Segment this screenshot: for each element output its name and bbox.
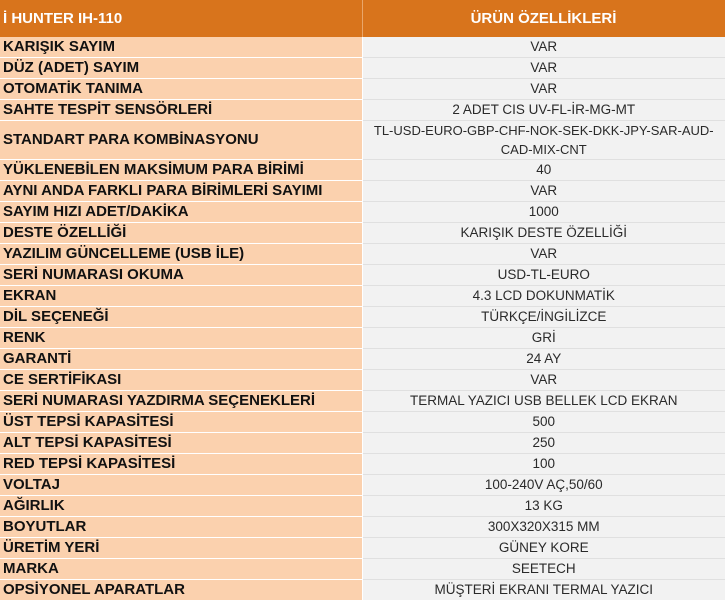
spec-label: ÜST TEPSİ KAPASİTESİ bbox=[0, 412, 362, 433]
spec-value: VAR bbox=[362, 79, 725, 100]
table-row bbox=[0, 475, 725, 496]
table-row bbox=[0, 100, 725, 121]
spec-label: MARKA bbox=[0, 559, 362, 580]
table-row bbox=[0, 286, 725, 307]
spec-value: SEETECH bbox=[362, 559, 725, 580]
spec-label: YAZILIM GÜNCELLEME (USB İLE) bbox=[0, 244, 362, 265]
table-row bbox=[0, 244, 725, 265]
table-row bbox=[0, 202, 725, 223]
spec-value: 1000 bbox=[362, 202, 725, 223]
spec-label: OTOMATİK TANIMA bbox=[0, 79, 362, 100]
spec-label: CE SERTİFİKASI bbox=[0, 370, 362, 391]
table-row bbox=[0, 496, 725, 517]
spec-label: SERİ NUMARASI OKUMA bbox=[0, 265, 362, 286]
spec-value: USD-TL-EURO bbox=[362, 265, 725, 286]
spec-value-line-1: TL-USD-EURO-GBP-CHF-NOK-SEK-DKK-JPY-SAR-AUD- bbox=[373, 123, 714, 138]
table-row bbox=[0, 454, 725, 475]
spec-label: OPSİYONEL APARATLAR bbox=[0, 580, 362, 601]
spec-label: RENK bbox=[0, 328, 362, 349]
spec-value: VAR bbox=[362, 181, 725, 202]
table-row bbox=[0, 328, 725, 349]
spec-value: 2 ADET CIS UV-FL-İR-MG-MT bbox=[362, 100, 725, 121]
spec-value: GÜNEY KORE bbox=[362, 538, 725, 559]
header-row bbox=[0, 0, 725, 37]
spec-label: ÜRETİM YERİ bbox=[0, 538, 362, 559]
spec-label: AĞIRLIK bbox=[0, 496, 362, 517]
table-row bbox=[0, 370, 725, 391]
spec-label: SERİ NUMARASI YAZDIRMA SEÇENEKLERİ bbox=[0, 391, 362, 412]
spec-label: DESTE ÖZELLİĞİ bbox=[0, 223, 362, 244]
spec-label: KARIŞIK SAYIM bbox=[0, 37, 362, 58]
spec-value: 100-240V AÇ,50/60 bbox=[362, 475, 725, 496]
spec-label: RED TEPSİ KAPASİTESİ bbox=[0, 454, 362, 475]
spec-value: KARIŞIK DESTE ÖZELLİĞİ bbox=[362, 223, 725, 244]
spec-value: 24 AY bbox=[362, 349, 725, 370]
spec-value: VAR bbox=[362, 58, 725, 79]
spec-value: 4.3 LCD DOKUNMATİK bbox=[362, 286, 725, 307]
table-row bbox=[0, 79, 725, 100]
spec-label: AYNI ANDA FARKLI PARA BİRİMLERİ SAYIMI bbox=[0, 181, 362, 202]
table-row bbox=[0, 265, 725, 286]
spec-label: DİL SEÇENEĞİ bbox=[0, 307, 362, 328]
spec-label: YÜKLENEBİLEN MAKSİMUM PARA BİRİMİ bbox=[0, 160, 362, 181]
table-row bbox=[0, 307, 725, 328]
spec-label: BOYUTLAR bbox=[0, 517, 362, 538]
table-row bbox=[0, 517, 725, 538]
spec-value-line-2: CAD-MIX-CNT bbox=[500, 142, 587, 157]
spec-label: SAYIM HIZI ADET/DAKİKA bbox=[0, 202, 362, 223]
spec-label: STANDART PARA KOMBİNASYONU bbox=[0, 121, 362, 160]
spec-value bbox=[362, 121, 725, 160]
table-row bbox=[0, 412, 725, 433]
spec-value: 500 bbox=[362, 412, 725, 433]
spec-value: GRİ bbox=[362, 328, 725, 349]
spec-label: SAHTE TESPİT SENSÖRLERİ bbox=[0, 100, 362, 121]
table-row bbox=[0, 559, 725, 580]
spec-label: GARANTİ bbox=[0, 349, 362, 370]
table-row bbox=[0, 538, 725, 559]
table-row bbox=[0, 580, 725, 601]
table-row bbox=[0, 223, 725, 244]
spec-value: VAR bbox=[362, 37, 725, 58]
table-row bbox=[0, 121, 725, 160]
spec-label: ALT TEPSİ KAPASİTESİ bbox=[0, 433, 362, 454]
table-row bbox=[0, 349, 725, 370]
spec-value: 300X320X315 MM bbox=[362, 517, 725, 538]
spec-value: 13 KG bbox=[362, 496, 725, 517]
table-row bbox=[0, 58, 725, 79]
spec-value: MÜŞTERİ EKRANI TERMAL YAZICI bbox=[362, 580, 725, 601]
spec-value: 250 bbox=[362, 433, 725, 454]
table-row bbox=[0, 160, 725, 181]
spec-label: DÜZ (ADET) SAYIM bbox=[0, 58, 362, 79]
spec-value: VAR bbox=[362, 244, 725, 265]
spec-value: VAR bbox=[362, 370, 725, 391]
table-row bbox=[0, 391, 725, 412]
spec-value: TÜRKÇE/İNGİLİZCE bbox=[362, 307, 725, 328]
product-name-header: İ HUNTER IH-110 bbox=[0, 0, 362, 37]
table-row bbox=[0, 37, 725, 58]
spec-label: EKRAN bbox=[0, 286, 362, 307]
spec-value: TERMAL YAZICI USB BELLEK LCD EKRAN bbox=[362, 391, 725, 412]
table-row bbox=[0, 433, 725, 454]
spec-value: 40 bbox=[362, 160, 725, 181]
features-header: ÜRÜN ÖZELLİKLERİ bbox=[362, 0, 725, 37]
table-row bbox=[0, 181, 725, 202]
spec-label: VOLTAJ bbox=[0, 475, 362, 496]
spec-value: 100 bbox=[362, 454, 725, 475]
